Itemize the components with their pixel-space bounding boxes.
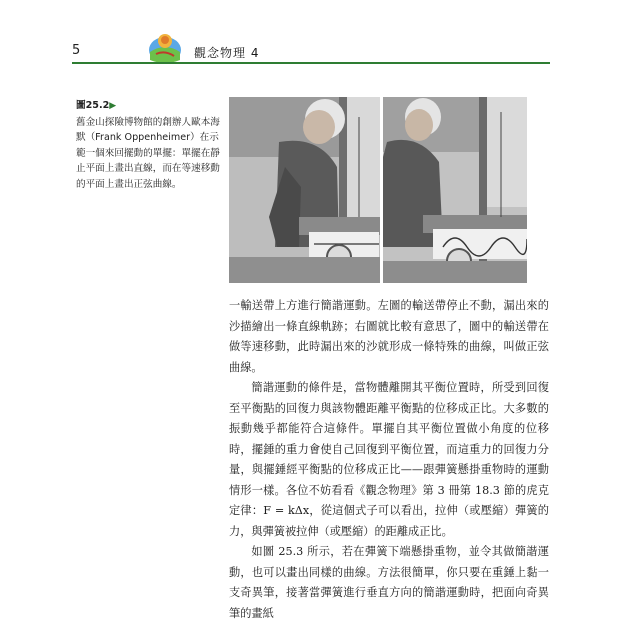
header-rule (72, 62, 550, 64)
paragraph-1: 一輸送帶上方進行簡諧運動。左圖的輸送帶停止不動，漏出來的沙描繪出一條直線軌跡；右圖就比較有意思了，圖中的輸送帶在做等速移動，此時漏出來的沙就形成一條特殊的曲線，叫做正弦曲線。 (229, 299, 549, 374)
running-title: 觀念物理 4 (194, 46, 260, 60)
paragraph-2: 簡諧運動的條件是，當物體離開其平衡位置時，所受到回復至平衡點的回復力與該物體距離平衡點的位移成正比。大多數的振動幾乎都能符合這條件。單擺自其平衡位置做小角度的位移時，擺錘的重力會使自己回復到平衡位置，而這重力的回復力分量，與擺錘經平衡點的位移成正比——跟彈簧懸掛重物時的運動情形一樣。各位不妨看看《觀念物理》第 3 冊第 18.3 節的虎克定律：F = kΔx，從這個式子可以看出，拉伸（或壓縮）彈簧的力，與彈簧被拉伸（或壓縮）的距離成正比。 (229, 381, 549, 538)
photo-pendulum-moving (383, 97, 527, 283)
paragraph-3: 如圖 25.3 所示，若在彈簧下端懸掛重物，並令其做簡諧運動，也可以畫出同樣的曲線。方法很簡單，你只要在重錘上黏一支奇異筆，接著當彈簧進行垂直方向的簡諧運動時，把面向奇異筆的畫紙 (229, 545, 549, 620)
figure-label: 圖25.2 (76, 100, 110, 111)
figure-caption-text: 舊金山探險博物館的創辦人歐本海默（Frank Oppenheimer）在示範一個來回擺動的單擺：單擺在靜止平面上畫出直線，而在等速移動的平面上畫出正弦曲線。 (76, 116, 220, 190)
photo-pendulum-stationary (229, 97, 380, 283)
figure-caption (76, 98, 224, 192)
body-text (229, 296, 549, 620)
series-logo-icon (146, 30, 184, 66)
caption-arrow-icon: ▶ (109, 101, 117, 111)
page-number: 5 (72, 43, 81, 58)
